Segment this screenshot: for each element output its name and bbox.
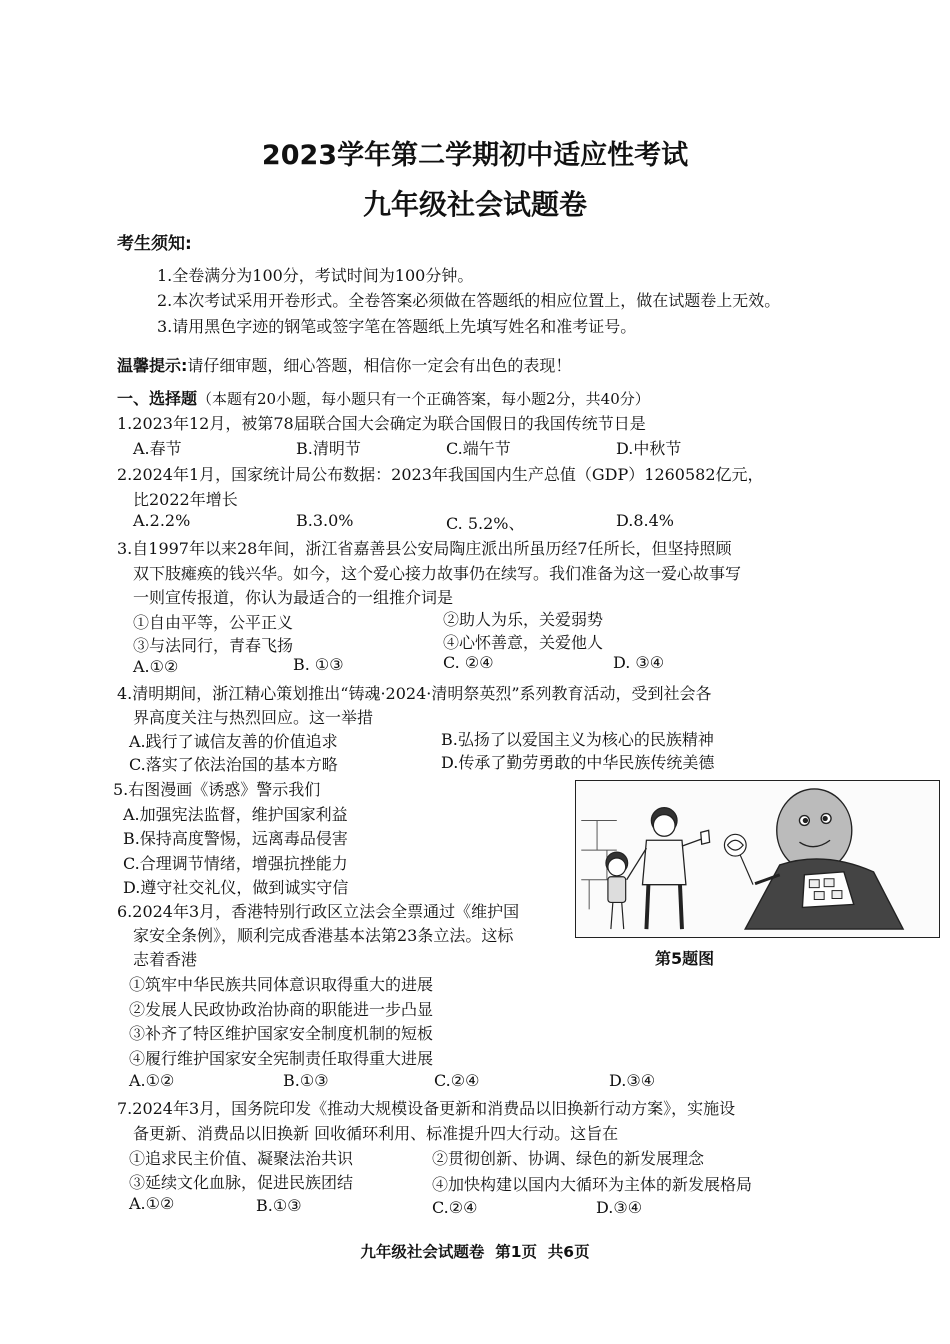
q3-statement-1: ①自由平等，公平正义 <box>133 613 294 632</box>
q7-option-c: C.②④ <box>432 1198 478 1217</box>
q7-option-d: D.③④ <box>596 1198 643 1217</box>
q3-option-d: D. ③④ <box>613 653 665 672</box>
q6-option-a: A.①② <box>129 1071 175 1090</box>
q1-stem: 1.2023年12月，被第78届联合国大会确定为联合国假日的我国传统节日是 <box>117 414 646 433</box>
q6-option-d: D.③④ <box>609 1071 656 1090</box>
q7-option-a: A.①② <box>129 1194 175 1213</box>
q4-option-c: C.落实了依法治国的基本方略 <box>129 755 338 774</box>
q7-statement-3: ③延续文化血脉，促进民族团结 <box>129 1173 354 1192</box>
tip-text: 请仔细审题，细心答题，相信你一定会有出色的表现！ <box>187 356 572 375</box>
q3-stem-line1: 3.自1997年以来28年间，浙江省嘉善县公安局陶庄派出所虽历经7任所长，但坚持照顾 <box>117 539 732 558</box>
q6-stem-line3: 志着香港 <box>133 950 198 969</box>
section-desc: （本题有20小题，每小题只有一个正确答案，每小题2分，共40分） <box>197 390 650 408</box>
q7-statement-2: ②贯彻创新、协调、绿色的新发展理念 <box>432 1149 705 1168</box>
q2-stem-line2: 比2022年增长 <box>133 490 238 509</box>
q4-option-b: B.弘扬了以爱国主义为核心的民族精神 <box>441 730 714 749</box>
q3-option-c: C. ②④ <box>443 653 494 672</box>
tip-line <box>117 353 571 376</box>
tempter-figure <box>745 789 903 929</box>
q5-option-a: A.加强宪法监督，维护国家利益 <box>123 805 348 824</box>
q6-statement-4: ④履行维护国家安全宪制责任取得重大进展 <box>129 1049 434 1068</box>
q7-stem-line2: 备更新、消费品以旧换新 回收循环利用、标准提升四大行动。这旨在 <box>133 1124 619 1143</box>
notice-item-2: 2.本次考试采用开卷形式。全卷答案必须做在答题纸的相应位置上，做在试题卷上无效。 <box>157 291 781 310</box>
q3-statement-4: ④心怀善意，关爱他人 <box>443 633 604 652</box>
q2-stem-line1: 2.2024年1月，国家统计局公布数据：2023年我国国内生产总值（GDP）1260582亿元， <box>117 465 764 484</box>
section-title: 一、选择题 <box>117 389 198 408</box>
q4-option-d: D.传承了勤劳勇敢的中华民族传统美德 <box>441 753 715 772</box>
q7-statement-1: ①追求民主价值、凝聚法治共识 <box>129 1149 354 1168</box>
q6-stem-line2: 家安全条例》，顺利完成香港基本法第23条立法。这标 <box>133 926 514 945</box>
q3-option-a: A.①② <box>133 657 179 676</box>
tip-label: 温馨提示: <box>117 356 188 375</box>
q1-option-c: C.端午节 <box>446 439 511 458</box>
adult-figure <box>627 808 710 929</box>
section-heading <box>117 386 650 409</box>
page-subtitle: 九年级社会试题卷 <box>362 188 587 221</box>
q1-option-d: D.中秋节 <box>616 439 682 458</box>
q7-option-b: B.①③ <box>256 1196 302 1215</box>
notice-item-3: 3.请用黑色字迹的钢笔或签字笔在答题纸上先填写姓名和准考证号。 <box>157 317 637 336</box>
q2-option-d: D.8.4% <box>616 511 674 530</box>
q5-option-d: D.遵守社交礼仪，做到诚实守信 <box>123 878 349 897</box>
q2-option-b: B.3.0% <box>296 511 354 530</box>
q5-option-c: C.合理调节情绪，增强抗挫能力 <box>123 854 348 873</box>
q6-statement-1: ①筑牢中华民族共同体意识取得重大的进展 <box>129 975 434 994</box>
q4-option-a: A.践行了诚信友善的价值追求 <box>129 732 338 751</box>
q3-statement-2: ②助人为乐，关爱弱势 <box>443 610 604 629</box>
q5-option-b: B.保持高度警惕，远离毒品侵害 <box>123 829 348 848</box>
q1-option-a: A.春节 <box>133 439 182 458</box>
q3-option-b: B. ①③ <box>293 655 344 674</box>
q3-stem-line2: 双下肢瘫痪的钱兴华。如今，这个爱心接力故事仍在续写。我们准备为这一爱心故事写 <box>133 564 742 583</box>
q7-stem-line1: 7.2024年3月，国务院印发《推动大规模设备更新和消费品以旧换新行动方案》，实施设 <box>117 1099 736 1118</box>
q1-option-b: B.清明节 <box>296 439 361 458</box>
lollipop-drawing <box>724 834 753 884</box>
comic-temptation-figure <box>575 780 940 938</box>
comic-drawing <box>576 781 939 937</box>
q2-option-c: C. 5.2%、 <box>446 514 525 533</box>
q4-stem-line1: 4.清明期间，浙江精心策划推出“铸魂·2024·清明祭英烈”系列教育活动，受到社会各 <box>117 684 712 703</box>
q5-stem: 5.右图漫画《诱惑》警示我们 <box>113 780 321 799</box>
page-footer: 九年级社会试题卷 第1页 共6页 <box>360 1243 590 1261</box>
q6-option-c: C.②④ <box>434 1071 480 1090</box>
q3-stem-line3: 一则宣传报道，你认为最适合的一组推介词是 <box>133 588 454 607</box>
q4-stem-line2: 界高度关注与热烈回应。这一举措 <box>133 708 374 727</box>
figure-caption: 第5题图 <box>655 949 715 968</box>
q3-statement-3: ③与法同行，青春飞扬 <box>133 636 294 655</box>
q6-statement-2: ②发展人民政协政治协商的职能进一步凸显 <box>129 1000 434 1019</box>
child-figure <box>606 852 628 929</box>
q6-option-b: B.①③ <box>283 1071 329 1090</box>
q2-option-a: A.2.2% <box>133 511 191 530</box>
q7-statement-4: ④加快构建以国内大循环为主体的新发展格局 <box>432 1175 753 1194</box>
q6-stem-line1: 6.2024年3月，香港特别行政区立法会全票通过《维护国 <box>117 902 520 921</box>
q6-statement-3: ③补齐了特区维护国家安全制度机制的短板 <box>129 1024 434 1043</box>
notice-heading: 考生须知: <box>117 234 192 254</box>
notice-item-1: 1.全卷满分为100分，考试时间为100分钟。 <box>157 266 474 285</box>
page-title: 2023学年第二学期初中适应性考试 <box>261 140 689 171</box>
